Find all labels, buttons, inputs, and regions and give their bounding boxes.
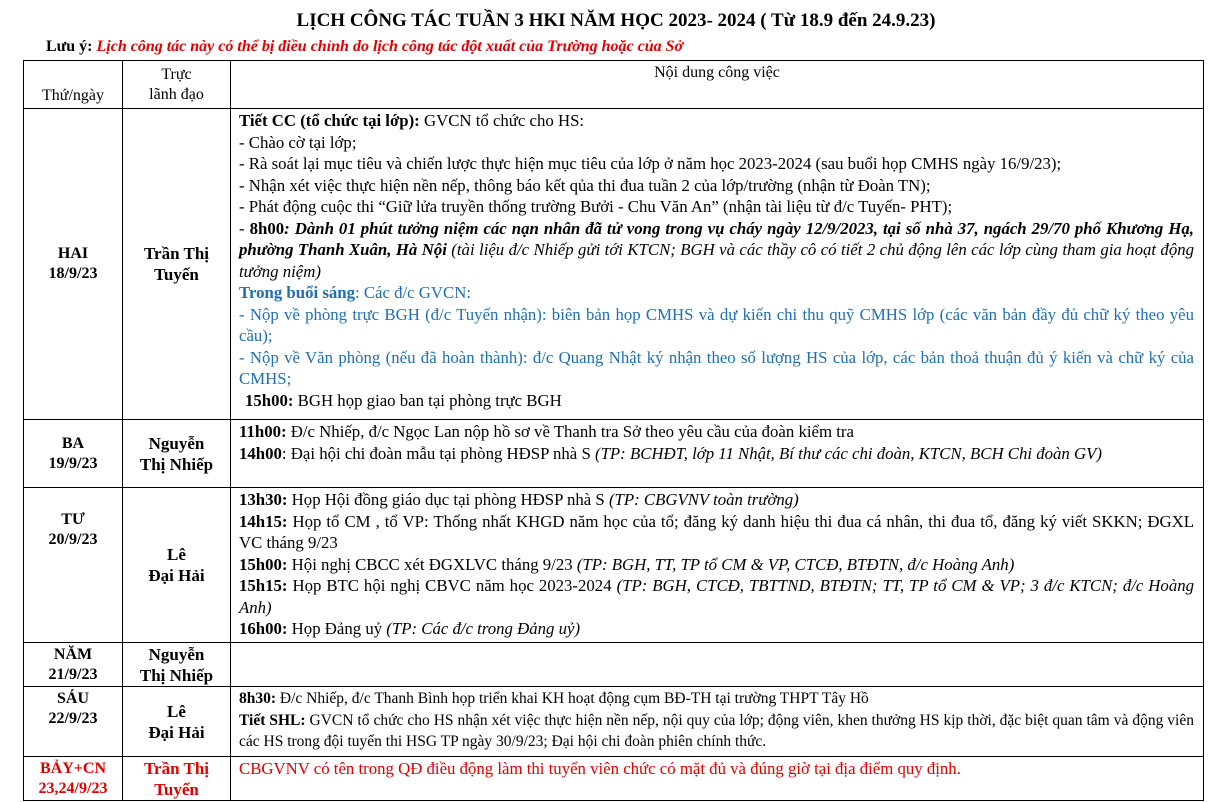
time-label: Tiết SHL: — [239, 711, 306, 729]
content-line — [239, 575, 1194, 618]
header-leader — [123, 61, 231, 109]
header-leader-2: lãnh đạo — [149, 85, 204, 103]
header-row — [24, 61, 1204, 109]
day-cell — [24, 687, 123, 757]
leader-cell — [123, 757, 231, 801]
day-cell — [24, 109, 123, 420]
note-label: Lưu ý: — [46, 38, 97, 55]
time-label: 15h15: — [239, 576, 288, 595]
line-text-italic: (TP: BCHĐT, lớp 11 Nhật, Bí thư các chi đoàn, KTCN, BCH Chi đoàn GV) — [594, 443, 1102, 463]
time-label: 8h00 — [249, 218, 285, 238]
content-line — [239, 282, 1194, 304]
content-line — [239, 218, 1194, 283]
content-line: - Nộp về Văn phòng (nếu đã hoàn thành): đ/c Quang Nhật ký nhận theo số lượng HS của lớp, các bản thoả thuận đủ ý kiến và chữ ký của CMHS; — [239, 347, 1194, 388]
table-row-weekend — [24, 757, 1204, 801]
content-line — [239, 688, 1194, 710]
line-text: Họp tổ CM , tổ VP: Thống nhất KHGD năm học của tổ; đăng ký danh hiệu thi đua cá nhân, thi đua tổ, đăng ký viết SKKN; ĐGXL VC tháng 9/23 — [239, 511, 1194, 552]
time-label: Trong buổi sáng — [239, 283, 355, 302]
content-line — [239, 421, 1194, 443]
content-cell — [231, 643, 1204, 687]
day-name: HAI — [57, 245, 89, 262]
day-cell — [24, 420, 123, 488]
header-content: Nội dung công việc — [231, 61, 1204, 109]
line-text-italic: (tài liệu đ/c Nhiếp gửi tới KTCN; BGH và các thầy cô có tiết 2 chủ động lên các lớp cùng tham gia hoạt động tưởng niệm) — [239, 240, 1194, 281]
day-name: SÁU — [56, 690, 89, 707]
note-text: Lịch công tác này có thể bị điều chỉnh do lịch công tác đột xuất của Trường hoặc của Sở — [96, 38, 684, 55]
content-line: - Rà soát lại mục tiêu và chiến lược thực hiện mục tiêu của lớp ở năm học 2023-2024 (sau buổi họp CMHS ngày 16/9/23); — [239, 154, 1062, 173]
line-text: GVCN tổ chức cho HS nhận xét việc thực hiện nền nếp, nội quy của lớp; động viên, khen thưởng HS kịp thời, đặc biệt quan tâm và động viên các HS trong đội tuyển thi HSG TP ngày 30/9/23; Đại hội chi đoàn phiên chính thức. — [239, 711, 1194, 750]
leader-line-2: Đại Hải — [148, 566, 205, 585]
day-name: TƯ — [61, 511, 85, 528]
leader-line-2: Thị Nhiếp — [139, 454, 214, 474]
content-line — [239, 618, 1194, 640]
time-label: 15h00: — [245, 390, 294, 410]
leader-line-1: Lê — [167, 701, 186, 721]
day-cell — [24, 488, 123, 643]
content-line: - Chào cờ tại lớp; — [239, 132, 357, 152]
line-text: Hội nghị CBCC xét ĐGXLVC tháng 9/23 — [287, 554, 577, 574]
leader-line-2: Tuyến — [154, 265, 199, 284]
content-line: - Nhận xét việc thực hiện nền nếp, thông báo kết qủa thi đua tuần 2 của lớp/trường (nhận từ Đoàn TN); — [239, 175, 931, 195]
line-text-italic: (TP: CBGVNV toàn trường) — [608, 490, 799, 509]
content-line — [239, 390, 1194, 412]
leader-line-2: Thị Nhiếp — [139, 665, 214, 685]
day-name: NĂM — [53, 645, 93, 663]
content-line — [239, 511, 1194, 554]
line-text-bold-italic: : Dành 01 phút tưởng niệm các nạn nhân đã tử vong trong vụ cháy ngày 12/9/2023, tại số nhà 37, ngách 29/70 phố Khương Hạ, phường Thanh Xuân, Hà Nội — [239, 218, 1194, 259]
content-line: - Nộp về phòng trực BGH (đ/c Tuyến nhận): biên bản họp CMHS và dự kiến chi thu quỹ CMHS lớp (các văn bản đầy đủ chữ ký theo yêu cầu); — [239, 304, 1194, 345]
line-text-italic: (TP: Các đ/c trong Đảng uỷ) — [386, 619, 581, 638]
content-cell — [231, 109, 1204, 420]
line-text: : Đại hội chi đoàn mẫu tại phòng HĐSP nhà S — [281, 443, 595, 463]
content-line — [239, 710, 1194, 753]
line-text-italic: (TP: BGH, TT, TP tổ CM & VP, CTCĐ, BTĐTN, đ/c Hoàng Anh) — [576, 554, 1015, 574]
line-text: GVCN tổ chức cho HS: — [419, 111, 585, 130]
day-date: 19/9/23 — [48, 454, 98, 472]
schedule-table — [23, 60, 1204, 801]
leader-cell — [123, 420, 231, 488]
time-label: 13h30: — [239, 490, 288, 509]
line-text: Họp BTC hội nghị CBVC năm học 2023-2024 — [287, 576, 617, 595]
leader-line-1: Trần Thị — [143, 758, 210, 778]
time-label: 15h00: — [239, 554, 288, 574]
line-text: Họp Đảng uỷ — [287, 619, 387, 638]
day-name: BẢY+CN — [39, 759, 106, 777]
content-cell — [231, 420, 1204, 488]
line-text: Đ/c Nhiếp, đ/c Thanh Bình họp triển khai KH hoạt động cụm BĐ-TH tại trường THPT Tây Hồ — [276, 690, 869, 707]
day-cell — [24, 643, 123, 687]
time-label: Tiết CC (tổ chức tại lớp): — [239, 111, 420, 130]
content-line: CBGVNV có tên trong QĐ điều động làm thi tuyển viên chức có mặt đủ và đúng giờ tại địa điểm quy định. — [239, 759, 961, 778]
time-label: 14h15: — [239, 511, 288, 531]
leader-cell — [123, 109, 231, 420]
note — [46, 38, 683, 56]
day-name: BA — [61, 434, 85, 452]
leader-line-2: Đại Hải — [148, 722, 205, 742]
leader-cell — [123, 687, 231, 757]
leader-line-2: Tuyến — [154, 779, 199, 799]
line-text: Đ/c Nhiếp, đ/c Ngọc Lan nộp hồ sơ về Thanh tra Sở theo yêu cầu của đoàn kiểm tra — [286, 422, 854, 441]
leader-line-1: Trần Thị — [143, 244, 210, 263]
day-date: 20/9/23 — [48, 531, 98, 548]
content-line — [239, 489, 1194, 511]
time-label: 14h00 — [239, 443, 282, 463]
day-date: 23,24/9/23 — [38, 779, 108, 797]
leader-line-1: Lê — [167, 545, 186, 564]
page-title: LỊCH CÔNG TÁC TUẦN 3 HKI NĂM HỌC 2023- 2024 ( Từ 18.9 đến 24.9.23) — [296, 10, 936, 31]
day-date: 21/9/23 — [48, 665, 98, 683]
content-line — [239, 110, 1194, 132]
line-text-italic: (TP: BGH, CTCĐ, TBTTND, BTĐTN; TT, TP tổ CM & VP; 3 đ/c KTCN; đ/c Hoàng Anh) — [239, 576, 1194, 617]
time-label: 8h30: — [239, 690, 277, 707]
leader-cell — [123, 643, 231, 687]
content-line — [239, 443, 1194, 465]
content-line — [239, 554, 1194, 576]
content-cell — [231, 757, 1204, 801]
header-leader-1: Trực — [161, 65, 192, 83]
table-row-tue — [24, 420, 1204, 488]
table-row-thu — [24, 643, 1204, 687]
header-day: Thứ/ngày — [24, 61, 123, 109]
content-line: - Phát động cuộc thi “Giữ lửa truyền thống trường Bưởi - Chu Văn An” (nhận tài liệu từ đ/c Tuyến- PHT); — [239, 197, 953, 216]
leader-line-1: Nguyễn — [148, 433, 205, 453]
line-text: BGH họp giao ban tại phòng trực BGH — [293, 390, 562, 410]
day-date: 22/9/23 — [48, 710, 98, 727]
day-cell — [24, 757, 123, 801]
content-cell — [231, 687, 1204, 757]
leader-cell — [123, 488, 231, 643]
table-row-mon — [24, 109, 1204, 420]
table-row-fri — [24, 687, 1204, 757]
day-date: 18/9/23 — [48, 265, 98, 282]
time-label: 16h00: — [239, 619, 288, 638]
line-text: Họp Hội đồng giáo dục tại phòng HĐSP nhà S — [287, 490, 609, 509]
time-label: 11h00: — [239, 422, 287, 441]
table-row-wed — [24, 488, 1204, 643]
content-cell — [231, 488, 1204, 643]
leader-line-1: Nguyễn — [148, 644, 205, 664]
dash: - — [239, 218, 250, 238]
line-text: : Các đ/c GVCN: — [354, 283, 472, 302]
